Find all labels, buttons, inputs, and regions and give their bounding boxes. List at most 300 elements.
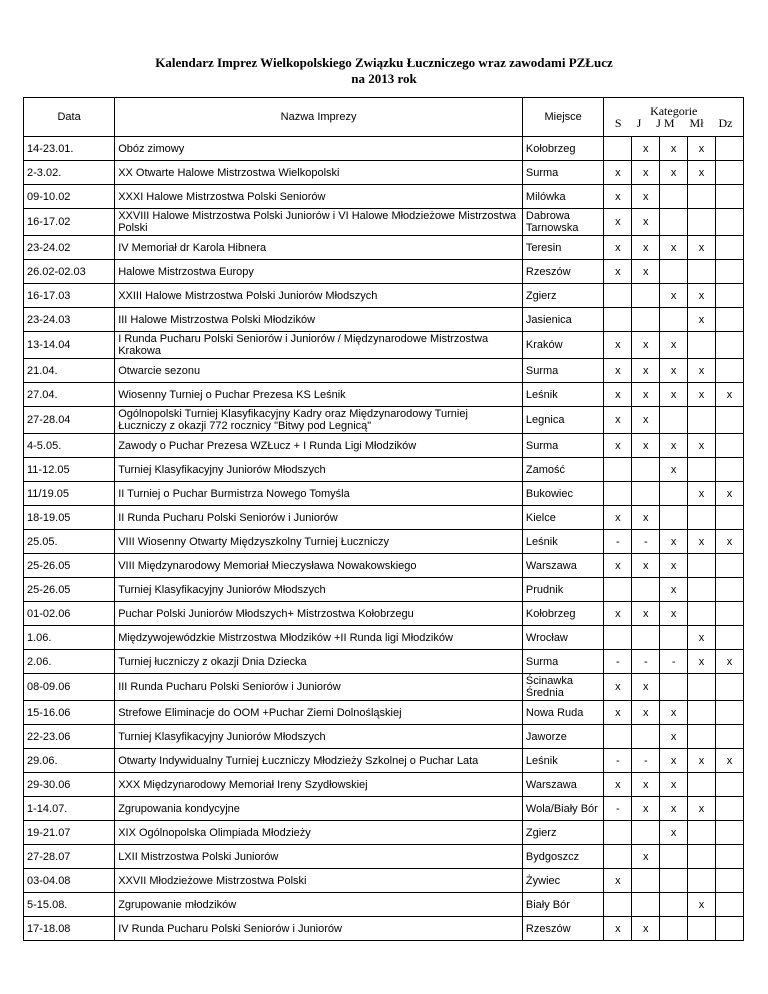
event-date: 23-24.03 [24,308,115,332]
table-row [24,845,744,869]
table-row [24,626,744,650]
category-mark [716,506,744,530]
event-place: Prudnik [522,578,604,602]
category-mark: x [688,797,716,821]
category-mark: x [660,434,688,458]
category-mark: x [632,359,660,383]
event-name: XXVIII Halowe Mistrzostwa Polski Juniorów i VI Halowe Młodzieżowe Mistrzostwa Polski [115,209,523,236]
event-name: XXXI Halowe Mistrzostwa Polski Seniorów [115,185,523,209]
table-row [24,701,744,725]
table-header-row [24,98,744,137]
category-mark: - [660,650,688,674]
document-subtitle: na 2013 rok [351,71,417,86]
table-row [24,773,744,797]
event-name: IV Runda Pucharu Polski Seniorów i Juniorów [115,917,523,941]
category-mark [716,209,744,236]
document-title: Kalendarz Imprez Wielkopolskiego Związku Łuczniczego wraz zawodami PZŁucz [155,55,613,70]
event-name: I Runda Pucharu Polski Seniorów i Juniorów / Międzynarodowe Mistrzostwa Krakowa [115,332,523,359]
category-mark: x [688,530,716,554]
category-mark [632,482,660,506]
event-name: II Runda Pucharu Polski Seniorów i Juniorów [115,506,523,530]
event-name: II Turniej o Puchar Burmistrza Nowego Tomyśla [115,482,523,506]
category-mark: x [632,161,660,185]
category-mark: x [604,554,632,578]
table-row [24,530,744,554]
category-mark: x [716,650,744,674]
category-mark [660,869,688,893]
event-place: Ścinawka Średnia [522,674,604,701]
category-mark: x [660,554,688,578]
category-mark: x [604,332,632,359]
event-date: 17-18.08 [24,917,115,941]
category-mark: x [632,260,660,284]
event-name: III Halowe Mistrzostwa Polski Młodzików [115,308,523,332]
category-mark: x [604,185,632,209]
table-row [24,725,744,749]
table-row [24,161,744,185]
event-date: 21.04. [24,359,115,383]
category-mark [604,845,632,869]
category-mark [716,725,744,749]
category-mark: x [604,869,632,893]
event-place: Surma [522,359,604,383]
category-mark [660,845,688,869]
category-mark: x [660,137,688,161]
event-place: Milówka [522,185,604,209]
category-mark: x [604,236,632,260]
category-mark: x [716,383,744,407]
event-name: III Runda Pucharu Polski Seniorów i Juniorów [115,674,523,701]
category-mark [716,821,744,845]
event-date: 18-19.05 [24,506,115,530]
category-mark: x [688,749,716,773]
event-place: Surma [522,434,604,458]
event-name: XXIII Halowe Mistrzostwa Polski Juniorów Młodszych [115,284,523,308]
category-mark: x [660,284,688,308]
event-place: Kielce [522,506,604,530]
category-mark [660,893,688,917]
category-mark [632,578,660,602]
category-mark [660,674,688,701]
category-mark [632,893,660,917]
event-date: 25-26.05 [24,554,115,578]
event-date: 15-16.06 [24,701,115,725]
event-name: Turniej Klasyfikacyjny Juniorów Młodszych [115,725,523,749]
table-row [24,236,744,260]
header-k-j: J [636,116,642,130]
event-name: XIX Ogólnopolska Olimpiada Młodzieży [115,821,523,845]
table-row [24,797,744,821]
event-place: Bukowiec [522,482,604,506]
category-mark: x [632,137,660,161]
header-kategorie-sub [607,117,740,129]
category-mark: x [660,578,688,602]
category-mark: x [688,434,716,458]
event-date: 2.06. [24,650,115,674]
category-mark: x [604,773,632,797]
category-mark: x [660,773,688,797]
category-mark: x [604,602,632,626]
table-row [24,458,744,482]
category-mark: x [632,185,660,209]
category-mark [632,284,660,308]
category-mark [688,845,716,869]
category-mark: x [604,407,632,434]
event-place: Zamość [522,458,604,482]
category-mark [716,554,744,578]
category-mark: x [688,236,716,260]
category-mark [604,308,632,332]
category-mark [688,725,716,749]
event-date: 23-24.02 [24,236,115,260]
category-mark: x [604,359,632,383]
category-mark [716,578,744,602]
event-name: Turniej Klasyfikacyjny Juniorów Młodszych [115,578,523,602]
category-mark: x [632,797,660,821]
category-mark: x [604,161,632,185]
table-row [24,917,744,941]
category-mark [716,797,744,821]
event-place: Leśnik [522,749,604,773]
table-row [24,185,744,209]
category-mark [716,284,744,308]
event-name: Turniej Klasyfikacyjny Juniorów Młodszych [115,458,523,482]
category-mark [632,821,660,845]
event-name: Strefowe Eliminacje do OOM +Puchar Ziemi Dolnośląskiej [115,701,523,725]
category-mark [660,407,688,434]
event-date: 16-17.02 [24,209,115,236]
category-mark: x [660,749,688,773]
category-mark [688,260,716,284]
category-mark [716,626,744,650]
table-row [24,650,744,674]
category-mark: x [660,797,688,821]
event-name: Zgrupowanie młodzików [115,893,523,917]
category-mark [688,701,716,725]
event-date: 14-23.01. [24,137,115,161]
event-date: 27-28.04 [24,407,115,434]
event-date: 11-12.05 [24,458,115,482]
event-date: 2-3.02. [24,161,115,185]
category-mark: - [632,530,660,554]
event-name: VIII Wiosenny Otwarty Międzyszkolny Turniej Łuczniczy [115,530,523,554]
event-name: Halowe Mistrzostwa Europy [115,260,523,284]
category-mark [716,308,744,332]
header-place: Miejsce [522,98,604,137]
event-place: Teresin [522,236,604,260]
category-mark [604,482,632,506]
category-mark: x [660,530,688,554]
header-kategorie-label: Kategorie [650,104,698,118]
event-date: 29-30.06 [24,773,115,797]
category-mark [716,458,744,482]
event-date: 1.06. [24,626,115,650]
event-name: Wiosenny Turniej o Puchar Prezesa KS Leśnik [115,383,523,407]
event-place: Warszawa [522,554,604,578]
category-mark: x [660,359,688,383]
event-name: XX Otwarte Halowe Mistrzostwa Wielkopolski [115,161,523,185]
category-mark [604,458,632,482]
category-mark [604,578,632,602]
category-mark [604,893,632,917]
category-mark: x [604,674,632,701]
category-mark [716,434,744,458]
category-mark: x [604,383,632,407]
event-date: 13-14.04 [24,332,115,359]
category-mark [688,332,716,359]
event-place: Biały Bór [522,893,604,917]
category-mark [716,869,744,893]
category-mark: x [604,260,632,284]
category-mark: x [660,821,688,845]
category-mark: - [604,650,632,674]
event-place: Zgierz [522,821,604,845]
category-mark [660,506,688,530]
category-mark: - [604,749,632,773]
category-mark [716,845,744,869]
event-place: Bydgoszcz [522,845,604,869]
category-mark [604,725,632,749]
category-mark: x [632,209,660,236]
table-row [24,821,744,845]
event-name: IV Memoriał dr Karola Hibnera [115,236,523,260]
category-mark: x [632,917,660,941]
event-date: 11/19.05 [24,482,115,506]
event-date: 29.06. [24,749,115,773]
category-mark [688,674,716,701]
category-mark: x [716,749,744,773]
category-mark [688,869,716,893]
event-date: 27-28.07 [24,845,115,869]
category-mark: x [660,332,688,359]
category-mark [716,917,744,941]
table-row [24,260,744,284]
category-mark: x [604,917,632,941]
event-place: Rzeszów [522,260,604,284]
category-mark: x [716,482,744,506]
category-mark [632,725,660,749]
event-place: Zgierz [522,284,604,308]
category-mark [688,602,716,626]
event-date: 5-15.08. [24,893,115,917]
event-name: Zgrupowania kondycyjne [115,797,523,821]
table-row [24,407,744,434]
category-mark: x [660,236,688,260]
table-body [24,137,744,941]
category-mark [716,701,744,725]
category-mark: - [604,530,632,554]
category-mark: x [688,284,716,308]
category-mark: x [688,308,716,332]
table-row [24,506,744,530]
category-mark [604,137,632,161]
category-mark [688,821,716,845]
category-mark: x [632,506,660,530]
event-place: Surma [522,650,604,674]
event-place: Surma [522,161,604,185]
header-name: Nazwa Imprezy [115,98,523,137]
table-row [24,674,744,701]
event-place: Leśnik [522,383,604,407]
category-mark [716,137,744,161]
category-mark: x [716,530,744,554]
category-mark [688,578,716,602]
event-place: Kołobrzeg [522,137,604,161]
event-place: Jasienica [522,308,604,332]
category-mark: x [660,383,688,407]
event-place: Rzeszów [522,917,604,941]
category-mark [716,185,744,209]
event-date: 22-23.06 [24,725,115,749]
event-date: 01-02.06 [24,602,115,626]
event-place: Kraków [522,332,604,359]
category-mark [716,602,744,626]
category-mark [660,260,688,284]
category-mark: x [604,209,632,236]
category-mark [688,458,716,482]
event-name: Obóz zimowy [115,137,523,161]
event-date: 1-14.07. [24,797,115,821]
event-place: Wola/Biały Bór [522,797,604,821]
category-mark [716,161,744,185]
event-name: Zawody o Puchar Prezesa WZŁucz + I Runda Ligi Młodzików [115,434,523,458]
category-mark [660,482,688,506]
event-date: 08-09.06 [24,674,115,701]
table-row [24,359,744,383]
event-name: Międzywojewódzkie Mistrzostwa Młodzików +II Runda ligi Młodzików [115,626,523,650]
category-mark: x [632,701,660,725]
category-mark: x [632,434,660,458]
category-mark: - [632,749,660,773]
category-mark [660,917,688,941]
category-mark [660,308,688,332]
category-mark: x [632,407,660,434]
category-mark [688,185,716,209]
category-mark: x [604,701,632,725]
category-mark: x [632,554,660,578]
category-mark [716,773,744,797]
table-row [24,602,744,626]
event-place: Legnica [522,407,604,434]
event-name: Otwarcie sezonu [115,359,523,383]
category-mark [604,821,632,845]
category-mark [716,359,744,383]
event-name: LXII Mistrzostwa Polski Juniorów [115,845,523,869]
category-mark: x [632,773,660,797]
category-mark [632,458,660,482]
table-row [24,893,744,917]
category-mark: x [632,332,660,359]
category-mark: x [688,359,716,383]
category-mark: x [688,161,716,185]
event-place: Nowa Ruda [522,701,604,725]
category-mark: x [688,482,716,506]
event-place: Dabrowa Tarnowska [522,209,604,236]
category-mark: x [688,137,716,161]
category-mark [716,260,744,284]
event-date: 4-5.05. [24,434,115,458]
event-name: Turniej łuczniczy z okazji Dnia Dziecka [115,650,523,674]
category-mark: x [632,845,660,869]
table-row [24,749,744,773]
event-place: Jaworze [522,725,604,749]
header-kategorie [604,98,744,137]
table-row [24,383,744,407]
category-mark: - [632,650,660,674]
category-mark: x [632,602,660,626]
table-row [24,284,744,308]
category-mark: x [632,236,660,260]
category-mark: x [632,383,660,407]
table-row [24,308,744,332]
category-mark [688,506,716,530]
header-k-jm: J M [656,116,675,130]
category-mark: x [660,602,688,626]
category-mark [716,674,744,701]
category-mark: - [604,797,632,821]
event-place: Warszawa [522,773,604,797]
event-date: 03-04.08 [24,869,115,893]
category-mark: x [632,674,660,701]
event-name: Ogólnopolski Turniej Klasyfikacyjny Kadry oraz Międzynarodowy Turniej Łuczniczy z okazji 772 rocznicy "Bitwy pod Legnicą" [115,407,523,434]
header-data: Data [24,98,115,137]
table-row [24,434,744,458]
category-mark [604,284,632,308]
event-name: Puchar Polski Juniorów Młodszych+ Mistrzostwa Kołobrzegu [115,602,523,626]
event-place: Kołobrzeg [522,602,604,626]
event-place: Leśnik [522,530,604,554]
category-mark: x [688,626,716,650]
category-mark [688,917,716,941]
event-name: Otwarty Indywidualny Turniej Łuczniczy Młodzieży Szkolnej o Puchar Lata [115,749,523,773]
category-mark [688,407,716,434]
event-name: XXVII Młodzieżowe Mistrzostwa Polski [115,869,523,893]
category-mark: x [604,506,632,530]
table-row [24,869,744,893]
event-date: 26.02-02.03 [24,260,115,284]
category-mark: x [604,434,632,458]
category-mark [688,554,716,578]
event-name: VIII Międzynarodowy Memoriał Mieczysława Nowakowskiego [115,554,523,578]
event-date: 16-17.03 [24,284,115,308]
category-mark [688,773,716,797]
table-row [24,482,744,506]
event-date: 25.05. [24,530,115,554]
event-place: Wrocław [522,626,604,650]
category-mark: x [688,893,716,917]
category-mark [716,893,744,917]
event-date: 27.04. [24,383,115,407]
category-mark [688,209,716,236]
header-k-s: S [614,116,622,130]
event-name: XXX Międzynarodowy Memoriał Ireny Szydłowskiej [115,773,523,797]
header-k-ml: Mł [689,116,704,130]
events-table [23,97,744,941]
category-mark [716,236,744,260]
category-mark [632,308,660,332]
category-mark [660,209,688,236]
category-mark [632,626,660,650]
header-k-dz: Dz [718,116,733,130]
category-mark [660,626,688,650]
category-mark: x [660,701,688,725]
category-mark: x [660,458,688,482]
category-mark: x [660,161,688,185]
category-mark [716,332,744,359]
table-row [24,137,744,161]
category-mark: x [688,383,716,407]
event-place: Żywiec [522,869,604,893]
